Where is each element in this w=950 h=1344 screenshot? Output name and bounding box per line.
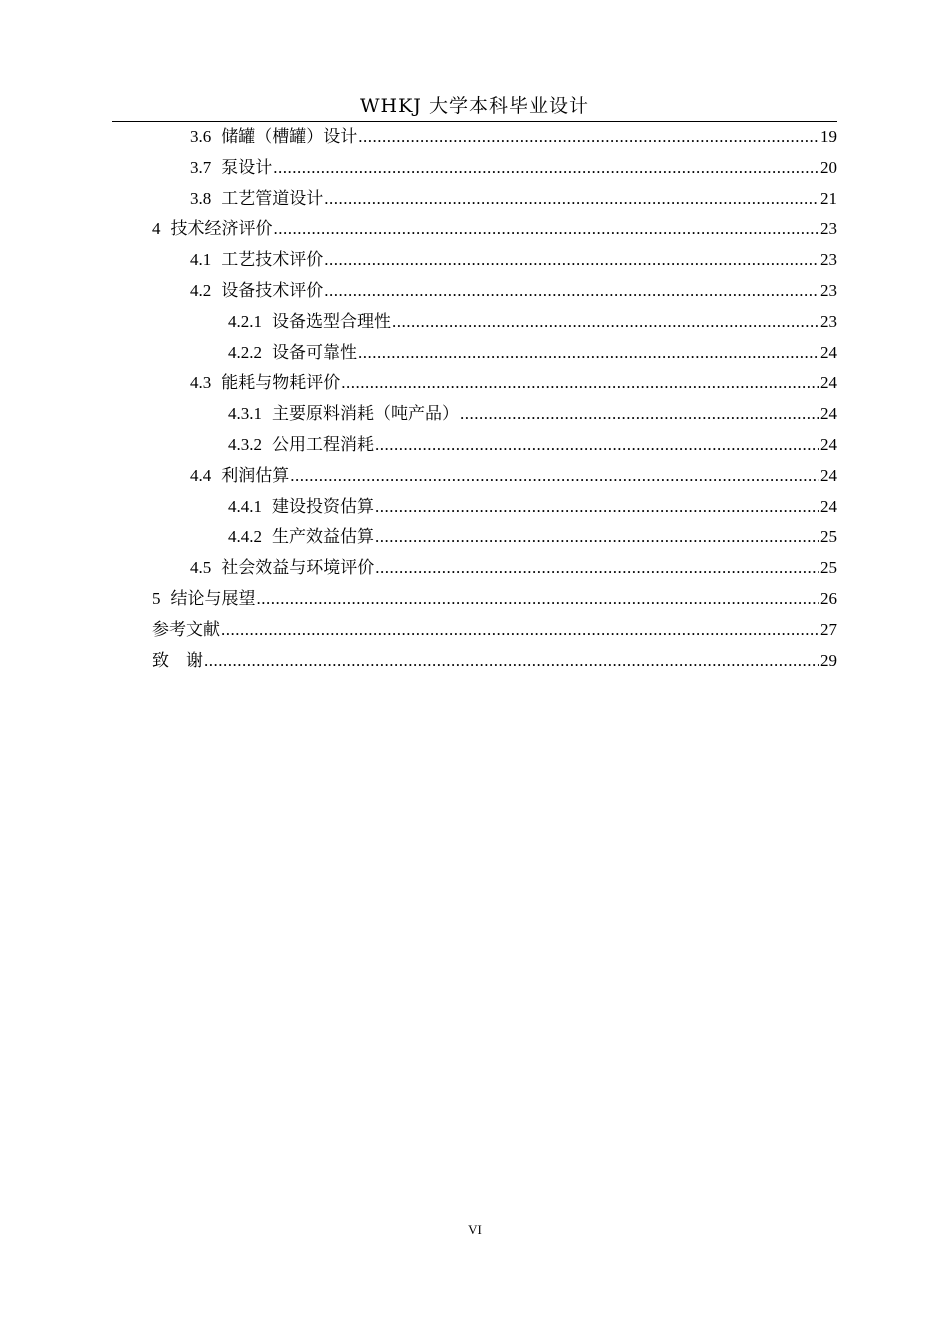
toc-entry-number: 4.3.2 [228,434,262,454]
toc-entry-number: 5 [152,588,161,608]
toc-entry[interactable] [152,493,837,524]
toc-entry-title: 设备可靠性 [272,342,357,363]
toc-dot-leader [273,154,819,182]
toc-dot-leader [290,462,819,490]
toc-entry[interactable] [152,277,837,308]
toc-dot-leader [341,369,819,397]
header-title: WHKJ 大学本科毕业设计 [360,95,589,117]
toc-entry[interactable] [152,400,837,431]
toc-entry[interactable] [152,523,837,554]
toc-entry-page: 29 [820,650,837,670]
toc-entry-title: 参考文献 [152,619,220,640]
toc-entry[interactable] [152,339,837,370]
toc-entry-page: 21 [820,188,837,208]
toc-entry-number: 4.2.2 [228,342,262,362]
page-footer [0,1222,950,1238]
toc-entry-title: 建设投资估算 [272,496,374,517]
toc-entry-number: 4 [152,219,161,239]
toc-entry-title: 储罐（槽罐）设计 [221,127,358,147]
toc-entry-page: 24 [820,404,837,424]
toc-entry-page: 27 [820,619,837,639]
toc-dot-leader [324,277,819,305]
toc-entry-page: 23 [820,311,837,331]
toc-entry-number: 3.7 [190,157,212,177]
toc-dot-leader [324,185,819,213]
toc-entry-page: 20 [820,157,837,177]
toc-entry-page: 25 [820,558,837,578]
toc-dot-leader [257,585,820,613]
toc-entry-page: 23 [820,250,837,270]
toc-entry-page: 24 [820,342,837,362]
toc-dot-leader [274,215,820,243]
toc-dot-leader [375,523,819,551]
toc-entry-number: 4.4 [190,465,212,485]
toc-entry-number: 4.2 [190,280,212,300]
toc-entry[interactable] [152,154,837,185]
toc-dot-leader [221,616,819,644]
table-of-contents [152,123,837,677]
toc-dot-leader [324,246,819,274]
toc-entry-title: 工艺管道设计 [221,188,324,209]
toc-dot-leader [375,554,819,582]
toc-dot-leader [204,647,819,675]
toc-entry[interactable] [152,185,837,216]
toc-entry-page: 19 [820,127,837,146]
toc-entry-page: 24 [820,373,837,393]
toc-entry-title: 公用工程消耗 [272,434,374,455]
toc-entry-page: 23 [820,280,837,300]
toc-entry[interactable] [152,431,837,462]
toc-dot-leader [375,493,819,521]
toc-entry-title: 能耗与物耗评价 [221,373,341,394]
toc-entry-number: 4.2.1 [228,311,262,331]
toc-entry-number: 4.4.1 [228,496,262,516]
toc-dot-leader [358,123,819,151]
toc-entry-number: 3.8 [190,188,212,208]
toc-entry-number: 3.6 [190,127,212,146]
toc-entry-title: 利润估算 [221,465,290,486]
toc-entry-title: 设备技术评价 [221,280,324,301]
toc-entry-page: 24 [820,465,837,485]
toc-entry-page: 24 [820,434,837,454]
toc-entry[interactable] [152,308,837,339]
toc-entry-number: 4.4.2 [228,527,262,547]
toc-entry-title: 结论与展望 [170,588,256,609]
toc-entry[interactable] [152,369,837,400]
toc-entry-number: 4.3 [190,373,212,393]
toc-entry-page: 25 [820,527,837,547]
toc-entry[interactable] [152,647,837,678]
toc-entry[interactable] [152,123,837,154]
toc-entry[interactable] [152,554,837,585]
toc-entry[interactable] [152,246,837,277]
toc-entry[interactable] [152,585,837,616]
toc-entry[interactable] [152,215,837,246]
toc-dot-leader [375,431,819,459]
toc-entry-title: 社会效益与环境评价 [221,558,375,579]
toc-entry-title: 泵设计 [221,157,273,178]
toc-entry-number: 4.5 [190,558,212,578]
toc-entry-title: 工艺技术评价 [221,250,324,271]
toc-entry-page: 24 [820,496,837,516]
header-rule [112,121,837,122]
toc-entry-title: 设备选型合理性 [272,311,391,332]
page-header [112,92,837,120]
toc-entry[interactable] [152,616,837,647]
toc-dot-leader [358,339,819,367]
toc-entry-page: 23 [820,219,837,239]
page-number: VI [468,1222,482,1237]
toc-entry[interactable] [152,462,837,493]
toc-entry-number: 4.1 [190,250,212,270]
toc-entry-title: 致 谢 [152,650,203,671]
toc-entry-page: 26 [820,588,837,608]
toc-entry-number: 4.3.1 [228,404,262,424]
toc-dot-leader [392,308,819,336]
toc-entry-title: 主要原料消耗（吨产品） [272,404,459,425]
toc-entry-title: 生产效益估算 [272,527,374,548]
toc-entry-title: 技术经济评价 [170,219,273,240]
toc-dot-leader [460,400,819,428]
